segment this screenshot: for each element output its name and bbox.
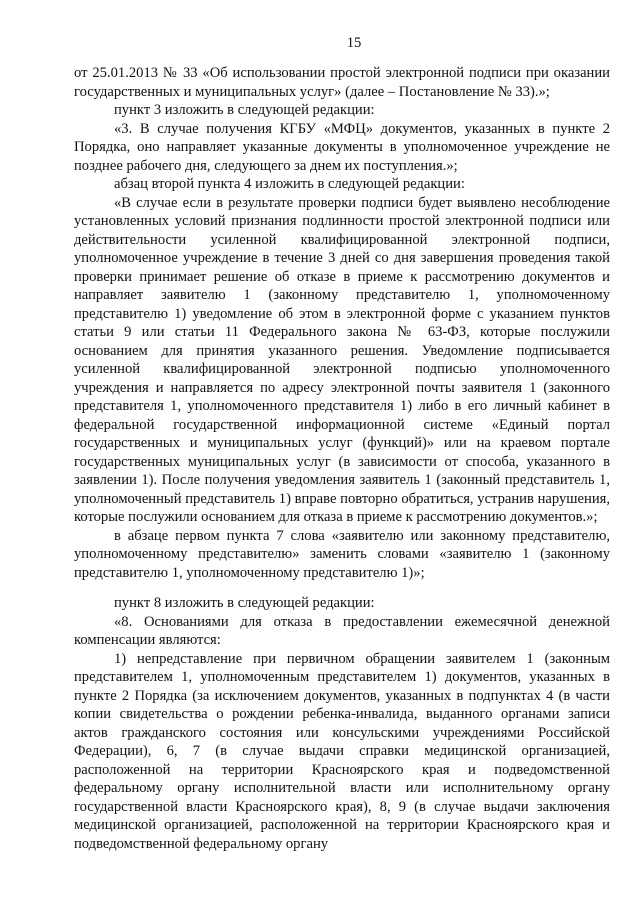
paragraph: абзац второй пункта 4 изложить в следующей редакции:	[114, 176, 465, 192]
page-number: 15	[346, 35, 362, 51]
paragraph: «8. Основаниями для отказа в предоставлении ежемесячной денежной компенсации являются:	[74, 613, 610, 648]
paragraph: «3. В случае получения КГБУ «МФЦ» документов, указанных в пункте 2 Порядка, оно направляет указанные документы в уполномоченное учреждение не позднее рабочего дня, следующего за днем их поступления.»;	[74, 120, 610, 174]
paragraph: «В случае если в результате проверки подписи будет выявлено несоблюдение установленных условий признания подлинности простой электронной подписи или действительности усиленной квалифицированной электронной подписи, уполномоченное учреждение в течение 3 дней со дня завершения проведения такой проверки принимает решение об отказе в приеме к рассмотрению документов и направляет заявителю 1 (законному представителю 1, уполномоченному представителю 1) уведомление об этом в электронной форме с указанием пунктов статьи 9 или статьи 11 Федерального закона № 63-ФЗ, которые послужили основанием для принятия указанного решения. Уведомление подписывается усиленной квалифицированной электронной подписью уполномоченного учреждения и направляется по адресу электронной почты заявителя 1 (законного представителя 1, уполномоченного представителя 1) либо в его личный кабинет в федеральной государственной информационной системе «Единый портал государственных и муниципальных услуг (функций)» или на краевом портале государственных муниципальных услуг (в зависимости от способа, указанного в заявлении 1). После получения уведомления заявитель 1 (законный представитель 1, уполномоченный представитель 1) вправе повторно обратиться, устранив нарушения, которые послужили основанием для отказа в приеме к рассмотрению документов.»;	[74, 194, 610, 525]
paragraph: 1) непредставление при первичном обращении заявителем 1 (законным представителем 1, уполномоченным представителем 1) документов, указанных в пункте 2 Порядка (за исключением документов, указанных в подпунктах 4 (в части копии свидетельства о рождении ребенка-инвалида, выданного органами записи актов гражданского состояния или консульскими учреждениями Российской Федерации), 6, 7 (в случае выдачи справки медицинской организацией, расположенной на территории Красноярского края и подведомственной федеральному органу исполнительной власти или исполнительному органу государственной власти Красноярского края), 8, 9 (в случае выдачи заключения медицинской организацией, расположенной на территории Красноярского края и подведомственной федеральному органу	[74, 650, 610, 852]
paragraph: пункт 3 изложить в следующей редакции:	[114, 102, 375, 118]
document-body	[74, 64, 610, 853]
paragraph: от 25.01.2013 № 33 «Об использовании простой электронной подписи при оказании государственных и муниципальных услуг» (далее – Постановление № 33).»;	[74, 65, 610, 100]
paragraph: пункт 8 изложить в следующей редакции:	[114, 595, 375, 611]
paragraph: в абзаце первом пункта 7 слова «заявителю или законному представителю, уполномоченному представителю» заменить словами «заявителю 1 (законному представителю 1, уполномоченному представителю 1)»;	[74, 527, 610, 581]
